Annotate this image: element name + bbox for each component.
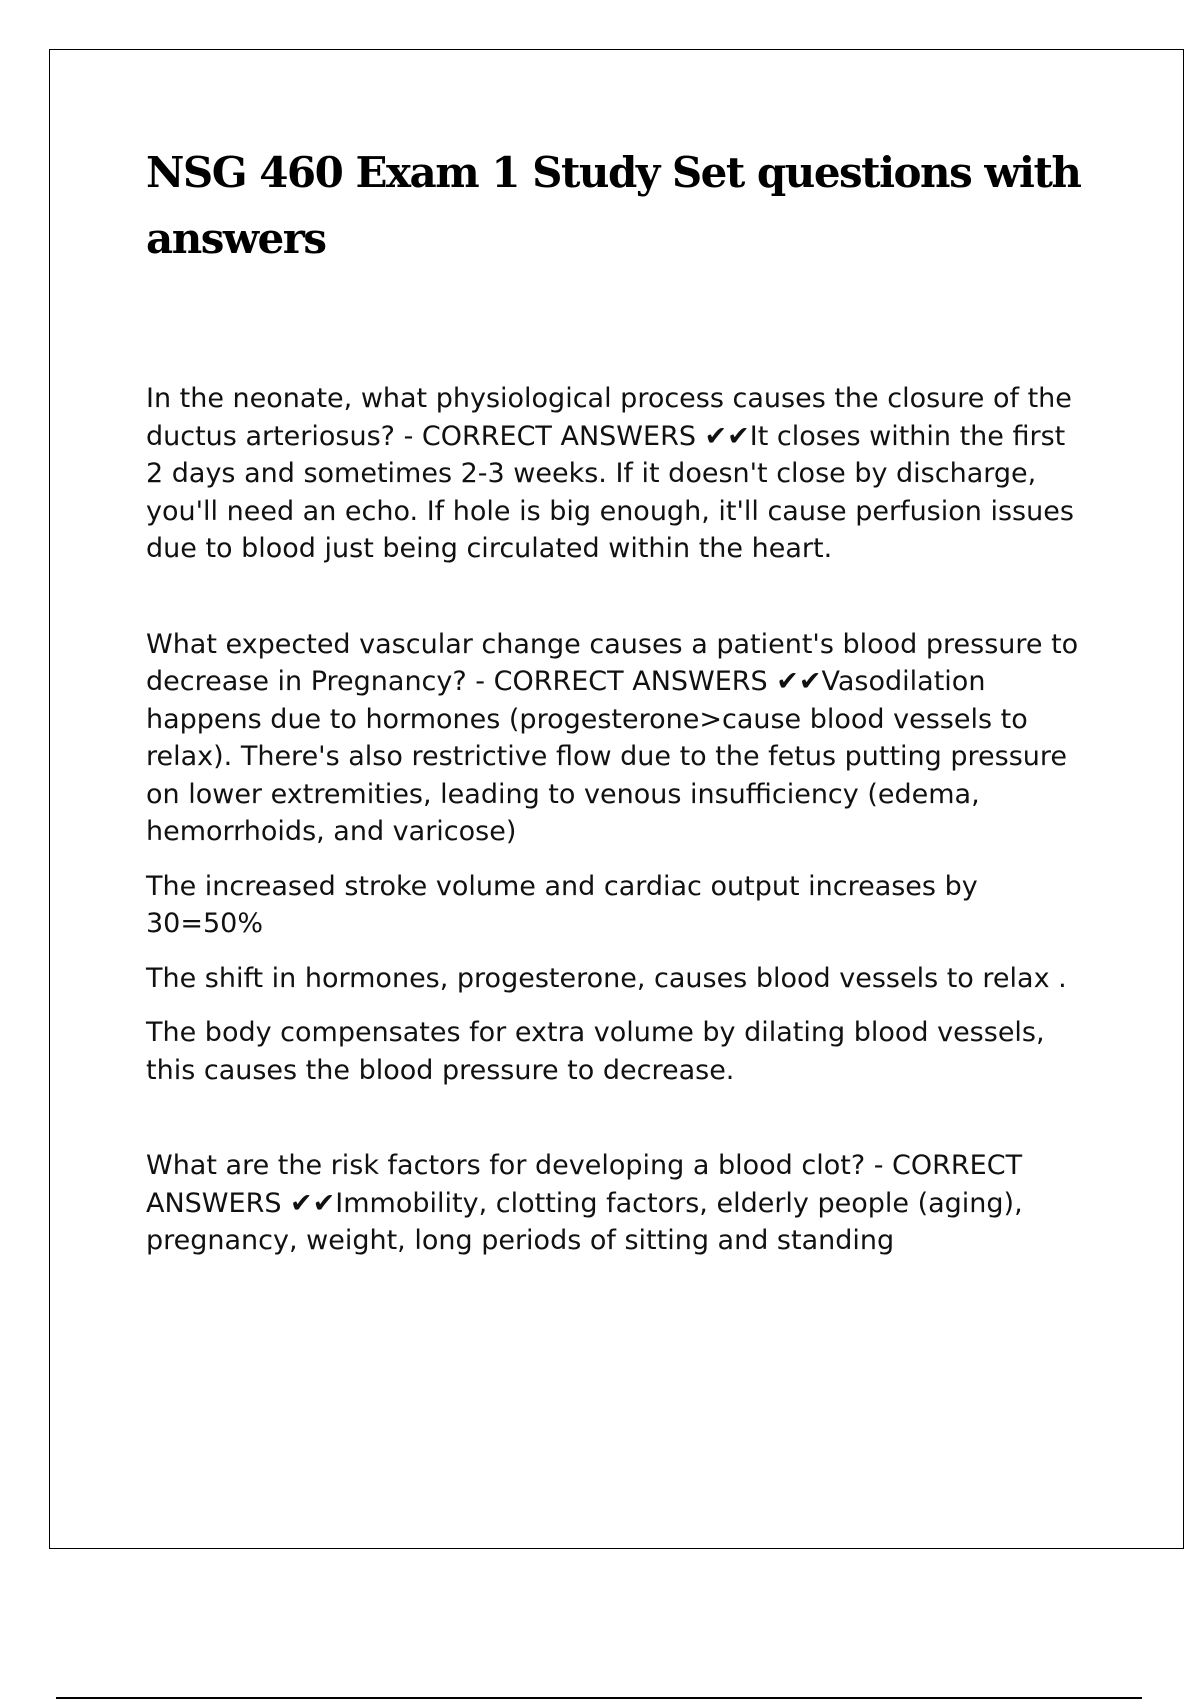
qa-item <box>146 380 1086 568</box>
qa-paragraph: In the neonate, what physiological process causes the closure of the ductus arteriosus? - CORRECT ANSWERS ✔✔It closes within the first 2 days and sometimes 2-3 weeks. If it doesn't close by discharge, you'll need an echo. If hole is big enough, it'll cause perfusion issues due to blood just being circulated within the heart. <box>146 383 1074 564</box>
page-divider <box>56 1697 1142 1699</box>
qa-paragraph: The increased stroke volume and cardiac output increases by 30=50% <box>146 870 978 939</box>
qa-paragraph: The shift in hormones, progesterone, causes blood vessels to relax . <box>146 962 1067 994</box>
qa-paragraph: What expected vascular change causes a patient's blood pressure to decrease in Pregnancy? - CORRECT ANSWERS ✔✔Vasodilation happens due to hormones (progesterone>cause blood vessels to relax). There's also restrictive flow due to the fetus putting pressure on lower extremities, leading to venous insufficiency (edema, hemorrhoids, and varicose) <box>146 628 1079 847</box>
document-title: NSG 460 Exam 1 Study Set questions with answers <box>146 148 1081 263</box>
qa-paragraph: The body compensates for extra volume by dilating blood vessels, this causes the blood pressure to decrease. <box>146 1017 1045 1086</box>
qa-list <box>146 380 1086 1260</box>
qa-paragraph: What are the risk factors for developing a blood clot? - CORRECT ANSWERS ✔✔Immobility, clotting factors, elderly people (aging), pregnancy, weight, long periods of sitting and standing <box>146 1150 1023 1256</box>
qa-item <box>146 1147 1086 1260</box>
document-content <box>146 140 1086 1318</box>
qa-item <box>146 626 1086 1090</box>
